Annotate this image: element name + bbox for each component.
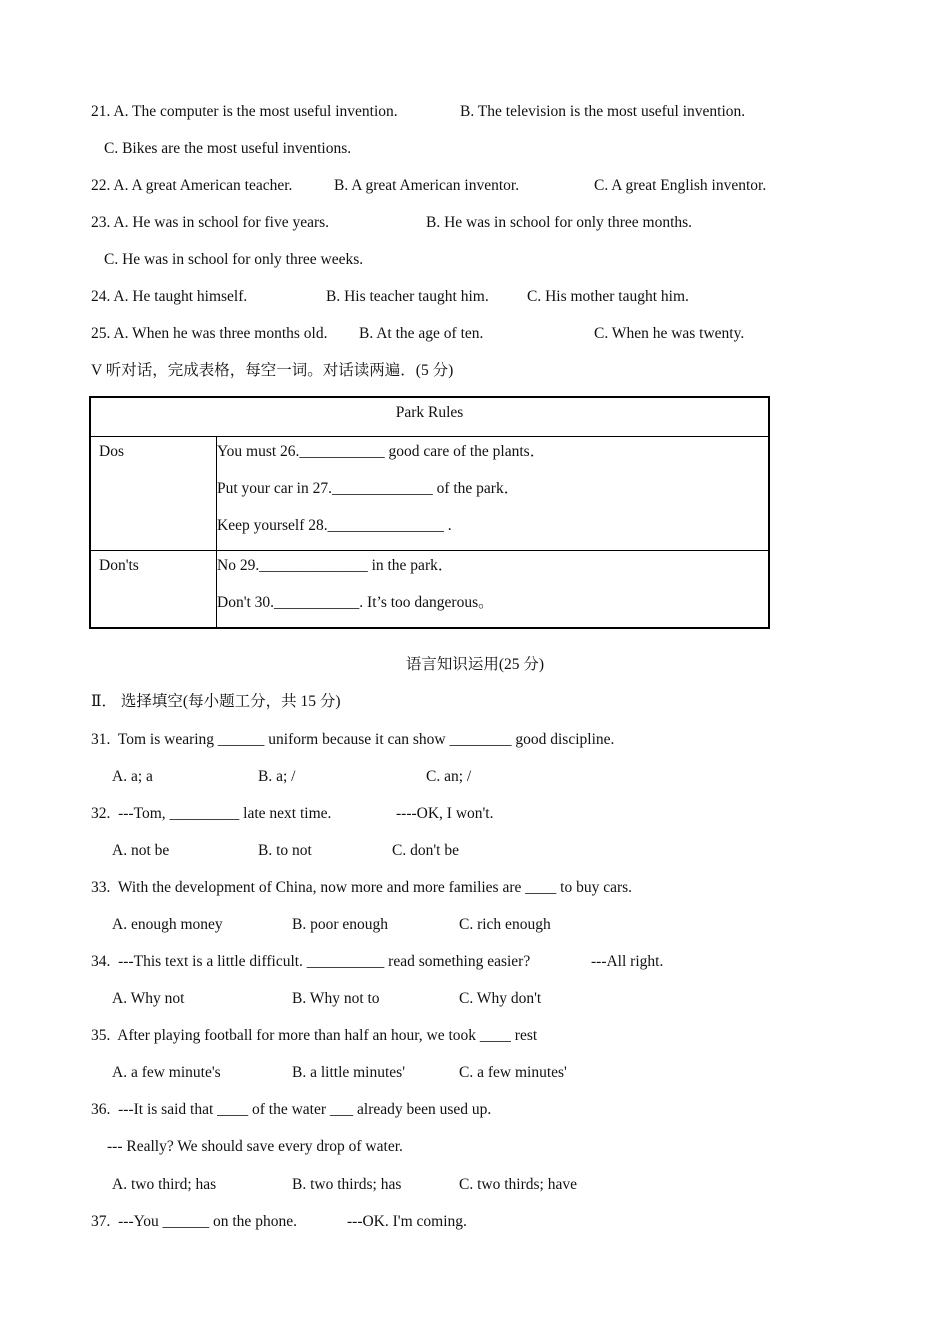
q35-option-c: C. a few minutes' xyxy=(459,1064,567,1081)
section-v-title: V 听对话，完成表格，每空一词。对话读两遍．(5 分) xyxy=(91,362,454,379)
q25-option-c: C. When he was twenty. xyxy=(594,325,745,342)
q22-option-b: B. A great American inventor. xyxy=(334,177,520,194)
rule-27: Put your car in 27._____________ of the park． xyxy=(217,480,520,497)
q22-option-c: C. A great English inventor. xyxy=(594,177,767,194)
q35-stem: 35. After playing football for more than half an hour, we took ____ rest xyxy=(91,1027,538,1044)
q24-option-c: C. His mother taught him. xyxy=(527,288,689,305)
q24-option-a: 24. A. He taught himself. xyxy=(91,288,248,305)
rule-26: You must 26.___________ good care of the plants． xyxy=(217,443,546,460)
q36-option-c: C. two thirds; have xyxy=(459,1176,577,1193)
table-row-donts xyxy=(90,551,769,629)
q23-option-b: B. He was in school for only three months. xyxy=(426,214,693,231)
q37-stem: 37. ---You ______ on the phone. xyxy=(91,1213,297,1230)
q33-option-a: A. enough money xyxy=(112,916,223,933)
q37-reply: ---OK. I'm coming. xyxy=(347,1213,467,1230)
q21-option-b: B. The television is the most useful invention. xyxy=(460,103,746,120)
q25-option-b: B. At the age of ten. xyxy=(359,325,484,342)
q34-stem: 34. ---This text is a little difficult. __________ read something easier? xyxy=(91,953,531,970)
park-rules-table xyxy=(89,396,770,629)
rule-30: Don't 30.___________. It’s too dangerous。 xyxy=(217,594,494,611)
q31-option-a: A. a; a xyxy=(112,768,153,785)
q36-stem: 36. ---It is said that ____ of the water ___ already been used up. xyxy=(91,1101,492,1118)
q31-stem: 31. Tom is wearing ______ uniform because it can show ________ good discipline. xyxy=(91,731,615,748)
q36-line2: --- Really? We should save every drop of water. xyxy=(107,1138,403,1155)
section-ii-title: Ⅱ． 选择填空(每小题工分，共 15 分) xyxy=(91,693,341,710)
q34-option-a: A. Why not xyxy=(112,990,185,1007)
q32-option-a: A. not be xyxy=(112,842,170,859)
q31-option-c: C. an; / xyxy=(426,768,472,785)
q35-option-b: B. a little minutes' xyxy=(292,1064,406,1081)
q34-option-b: B. Why not to xyxy=(292,990,380,1007)
q33-stem: 33. With the development of China, now more and more families are ____ to buy cars. xyxy=(91,879,633,896)
q34-reply: ---All right. xyxy=(591,953,664,970)
q23-option-c: C. He was in school for only three weeks. xyxy=(104,251,364,268)
q33-option-c: C. rich enough xyxy=(459,916,551,933)
q31-option-b: B. a; / xyxy=(258,768,296,785)
donts-label: Don'ts xyxy=(90,551,217,629)
q21-option-a: 21. A. The computer is the most useful invention. xyxy=(91,103,398,120)
q34-option-c: C. Why don't xyxy=(459,990,542,1007)
q32-reply: ----OK, I won't. xyxy=(396,805,494,822)
rule-29: No 29.______________ in the park． xyxy=(217,557,454,574)
q36-option-a: A. two third; has xyxy=(112,1176,217,1193)
rule-28: Keep yourself 28._______________ . xyxy=(217,517,452,534)
table-row-dos xyxy=(90,437,769,551)
q32-stem: 32. ---Tom, _________ late next time. xyxy=(91,805,332,822)
q32-option-c: C. don't be xyxy=(392,842,459,859)
q36-option-b: B. two thirds; has xyxy=(292,1176,402,1193)
q22-option-a: 22. A. A great American teacher. xyxy=(91,177,293,194)
dos-label: Dos xyxy=(90,437,217,551)
q23-option-a: 23. A. He was in school for five years. xyxy=(91,214,330,231)
q32-option-b: B. to not xyxy=(258,842,312,859)
table-header: Park Rules xyxy=(90,397,769,437)
part-title: 语言知识运用(25 分) xyxy=(405,656,545,673)
q33-option-b: B. poor enough xyxy=(292,916,389,933)
q21-option-c: C. Bikes are the most useful inventions. xyxy=(104,140,352,157)
q35-option-a: A. a few minute's xyxy=(112,1064,221,1081)
q25-option-a: 25. A. When he was three months old. xyxy=(91,325,328,342)
q24-option-b: B. His teacher taught him. xyxy=(326,288,489,305)
